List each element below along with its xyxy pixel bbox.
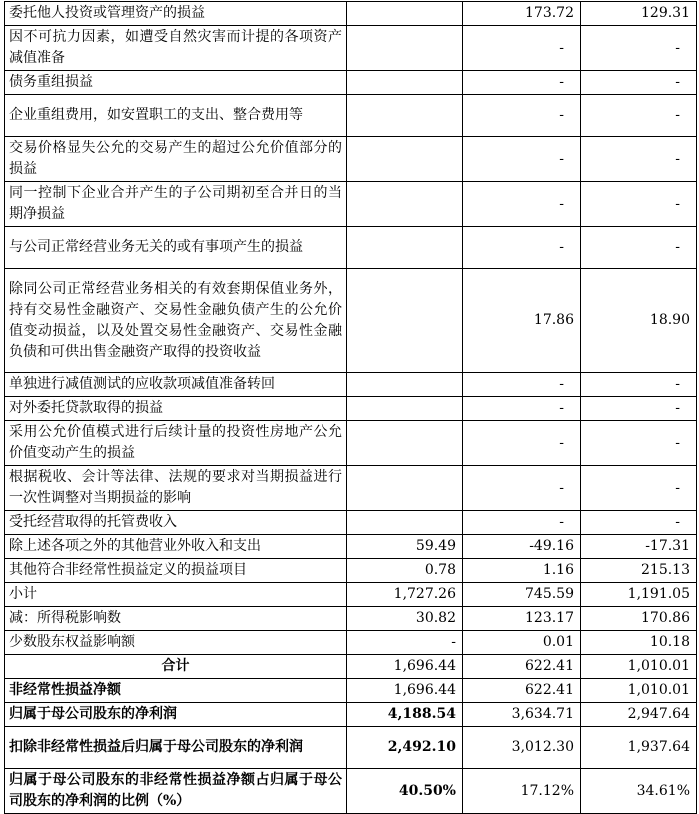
cell-value-1: 1,727.26 <box>347 583 463 607</box>
cell-value-3: - <box>581 26 697 71</box>
summary-row <box>5 727 697 769</box>
row-label: 小计 <box>5 583 347 607</box>
cell-value-3: 2,947.64 <box>581 703 697 727</box>
row-label: 交易价格显失公允的交易产生的超过公允价值部分的损益 <box>5 137 347 182</box>
cell-value-3: - <box>581 227 697 269</box>
summary-label: 扣除非经常性损益后归属于母公司股东的净利润 <box>5 727 347 769</box>
cell-value-1 <box>347 269 463 373</box>
cell-value-1: 59.49 <box>347 535 463 559</box>
cell-value-1 <box>347 227 463 269</box>
cell-value-1: 0.78 <box>347 559 463 583</box>
row-label: 委托他人投资或管理资产的损益 <box>5 2 347 26</box>
cell-value-1: 30.82 <box>347 607 463 631</box>
table-row <box>5 511 697 535</box>
table-row <box>5 535 697 559</box>
cell-value-3: 1,010.01 <box>581 655 697 679</box>
table-row <box>5 2 697 26</box>
cell-value-1 <box>347 71 463 95</box>
cell-value-2: - <box>463 182 581 227</box>
summary-label: 归属于母公司股东的非经常性损益净额占归属于母公司股东的净利润的比例（%） <box>5 769 347 814</box>
cell-value-1: 1,696.44 <box>347 679 463 703</box>
cell-value-3: - <box>581 71 697 95</box>
cell-value-3: 170.86 <box>581 607 697 631</box>
cell-value-3: 18.90 <box>581 269 697 373</box>
cell-value-3: - <box>581 466 697 511</box>
cell-value-2: 17.86 <box>463 269 581 373</box>
row-label: 除同公司正常经营业务相关的有效套期保值业务外，持有交易性金融资产、交易性金融负债产生的公允价值变动损益，以及处置交易性金融资产、交易性金融负债和可供出售金融资产取得的投资收益 <box>5 269 347 373</box>
row-label: 与公司正常经营业务无关的或有事项产生的损益 <box>5 227 347 269</box>
cell-value-3: - <box>581 397 697 421</box>
cell-value-2: 17.12% <box>463 769 581 814</box>
summary-row <box>5 769 697 814</box>
table-row <box>5 559 697 583</box>
cell-value-1 <box>347 95 463 137</box>
cell-value-3: -17.31 <box>581 535 697 559</box>
row-label: 减：所得税影响数 <box>5 607 347 631</box>
cell-value-2: 745.59 <box>463 583 581 607</box>
cell-value-1 <box>347 373 463 397</box>
cell-value-3: - <box>581 95 697 137</box>
cell-value-2: -49.16 <box>463 535 581 559</box>
cell-value-3: 34.61% <box>581 769 697 814</box>
cell-value-3: - <box>581 511 697 535</box>
cell-value-2: - <box>463 26 581 71</box>
cell-value-2: - <box>463 421 581 466</box>
cell-value-1 <box>347 421 463 466</box>
cell-value-1 <box>347 137 463 182</box>
row-label: 企业重组费用，如安置职工的支出、整合费用等 <box>5 95 347 137</box>
cell-value-1 <box>347 397 463 421</box>
cell-value-1: 40.50% <box>347 769 463 814</box>
table-row <box>5 227 697 269</box>
table-row <box>5 269 697 373</box>
cell-value-1: 4,188.54 <box>347 703 463 727</box>
cell-value-3: - <box>581 182 697 227</box>
cell-value-3: 215.13 <box>581 559 697 583</box>
cell-value-2: - <box>463 95 581 137</box>
total-row <box>5 655 697 679</box>
cell-value-3: 129.31 <box>581 2 697 26</box>
cell-value-3: 1,937.64 <box>581 727 697 769</box>
cell-value-2: - <box>463 137 581 182</box>
table-row <box>5 607 697 631</box>
cell-value-2: - <box>463 71 581 95</box>
cell-value-2: - <box>463 511 581 535</box>
non-recurring-gains-table <box>4 1 697 814</box>
cell-value-3: 1,010.01 <box>581 679 697 703</box>
row-label: 受托经营取得的托管费收入 <box>5 511 347 535</box>
row-label: 债务重组损益 <box>5 71 347 95</box>
cell-value-2: 173.72 <box>463 2 581 26</box>
summary-label: 归属于母公司股东的净利润 <box>5 703 347 727</box>
table-row <box>5 137 697 182</box>
table-row <box>5 182 697 227</box>
cell-value-3: 1,191.05 <box>581 583 697 607</box>
cell-value-2: 3,012.30 <box>463 727 581 769</box>
cell-value-2: 3,634.71 <box>463 703 581 727</box>
cell-value-1 <box>347 466 463 511</box>
row-label: 采用公允价值模式进行后续计量的投资性房地产公允价值变动产生的损益 <box>5 421 347 466</box>
cell-value-1: 1,696.44 <box>347 655 463 679</box>
table-row <box>5 583 697 607</box>
cell-value-3: - <box>581 421 697 466</box>
cell-value-1: - <box>347 631 463 655</box>
cell-value-2: 622.41 <box>463 655 581 679</box>
table-row <box>5 95 697 137</box>
summary-row <box>5 679 697 703</box>
cell-value-1 <box>347 26 463 71</box>
summary-row <box>5 703 697 727</box>
cell-value-2: 622.41 <box>463 679 581 703</box>
cell-value-1 <box>347 2 463 26</box>
cell-value-2: - <box>463 397 581 421</box>
row-label: 除上述各项之外的其他营业外收入和支出 <box>5 535 347 559</box>
cell-value-2: 1.16 <box>463 559 581 583</box>
table-row <box>5 421 697 466</box>
table-row <box>5 397 697 421</box>
cell-value-1 <box>347 511 463 535</box>
cell-value-2: 123.17 <box>463 607 581 631</box>
cell-value-2: - <box>463 227 581 269</box>
cell-value-2: - <box>463 373 581 397</box>
table-row <box>5 26 697 71</box>
row-label: 少数股东权益影响额 <box>5 631 347 655</box>
cell-value-1: 2,492.10 <box>347 727 463 769</box>
row-label: 单独进行减值测试的应收款项减值准备转回 <box>5 373 347 397</box>
cell-value-3: - <box>581 373 697 397</box>
cell-value-2: 0.01 <box>463 631 581 655</box>
table-row <box>5 466 697 511</box>
row-label: 同一控制下企业合并产生的子公司期初至合并日的当期净损益 <box>5 182 347 227</box>
row-label: 其他符合非经常性损益定义的损益项目 <box>5 559 347 583</box>
cell-value-2: - <box>463 466 581 511</box>
table-row <box>5 71 697 95</box>
row-label: 对外委托贷款取得的损益 <box>5 397 347 421</box>
total-label: 合计 <box>5 655 347 679</box>
cell-value-3: 10.18 <box>581 631 697 655</box>
cell-value-3: - <box>581 137 697 182</box>
table-row <box>5 631 697 655</box>
table-row <box>5 373 697 397</box>
summary-label: 非经常性损益净额 <box>5 679 347 703</box>
row-label: 根据税收、会计等法律、法规的要求对当期损益进行一次性调整对当期损益的影响 <box>5 466 347 511</box>
row-label: 因不可抗力因素，如遭受自然灾害而计提的各项资产减值准备 <box>5 26 347 71</box>
cell-value-1 <box>347 182 463 227</box>
